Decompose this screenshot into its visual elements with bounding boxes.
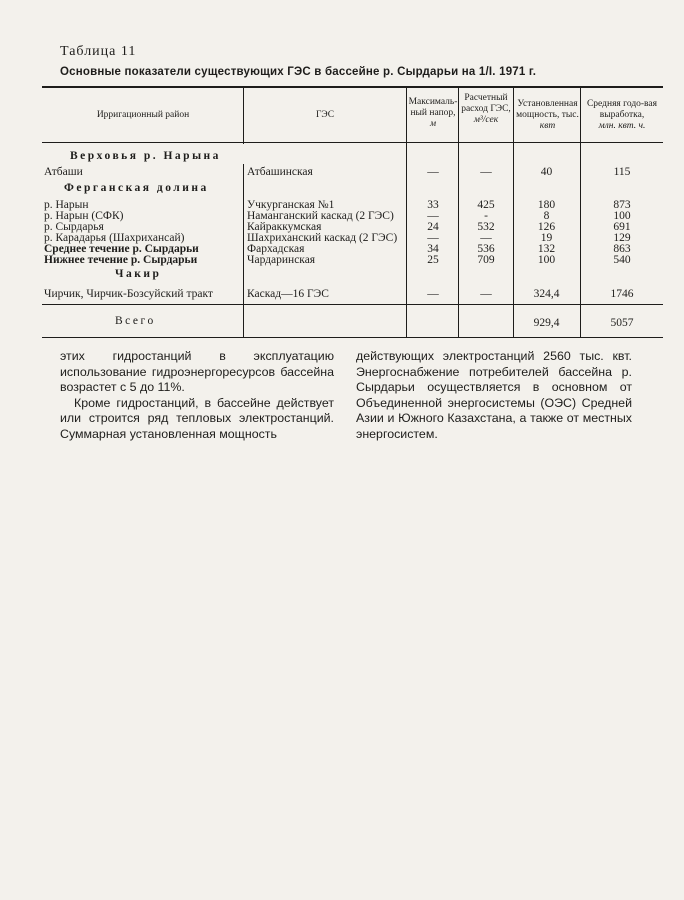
section-heading: Верховья р. Нарына bbox=[70, 150, 221, 162]
table-row-flow: 536 bbox=[477, 243, 495, 255]
table-row-flow: - bbox=[484, 210, 488, 222]
header-capacity-label: Установленная мощность, тыс. bbox=[516, 99, 579, 120]
table-row-region: Атбаши bbox=[44, 166, 83, 178]
table-row-flow: 532 bbox=[477, 221, 495, 233]
total-label: Всего bbox=[115, 315, 156, 327]
table-row-station: Фархадская bbox=[247, 243, 305, 255]
table-row-station: Учкурганская №1 bbox=[247, 199, 335, 211]
col-divider bbox=[580, 88, 581, 338]
table-row-capacity: 126 bbox=[537, 221, 556, 233]
col-divider bbox=[458, 88, 459, 338]
table-row-region: Среднее течение р. Сырдарьи bbox=[44, 243, 199, 255]
table-row-output: 115 bbox=[613, 166, 631, 178]
total-capacity: 929,4 bbox=[533, 317, 560, 329]
table-row-head: 33 bbox=[427, 199, 439, 211]
table-row-head: 34 bbox=[427, 243, 439, 255]
header-head bbox=[408, 97, 458, 130]
table-row-station: Кайраккумская bbox=[247, 221, 322, 233]
table-title: Основные показатели существующих ГЭС в бассейне р. Сырдарьи на 1/I. 1971 г. bbox=[60, 66, 537, 78]
table-row-region: р. Карадарья (Шахрихансай) bbox=[44, 232, 185, 244]
header-flow-label: Расчетный расход ГЭС, bbox=[461, 93, 511, 114]
header-capacity bbox=[515, 99, 580, 132]
paragraph: действующих электростанций 2560 тыс. квт. Энергоснабжение потребителей бассейна р. Сырдарьи осуществляется в основном от Объединенной энергосистемы (ОЭС) Средней Азии и Южного Казахстана, а также от местных энергосистем. bbox=[356, 349, 632, 441]
table-row-station: Чардаринская bbox=[247, 254, 316, 266]
text-column-left bbox=[60, 349, 334, 442]
table-top-rule bbox=[42, 86, 663, 88]
paragraph: этих гидростанций в эксплуатацию использование гидроэнергоресурсов бассейна возрастет с 5 до 11%. bbox=[60, 349, 334, 394]
header-output bbox=[582, 99, 662, 132]
table-bottom-rule bbox=[42, 337, 663, 338]
table-row-head: 25 bbox=[427, 254, 439, 266]
header-output-unit: млн. квт. ч. bbox=[598, 121, 646, 131]
table-row-flow: 425 bbox=[477, 199, 495, 211]
table-row-region: р. Нарын bbox=[44, 199, 89, 211]
total-top-rule bbox=[42, 304, 663, 305]
col-divider bbox=[513, 88, 514, 338]
header-output-label: Средняя годо-вая выработка, bbox=[586, 99, 658, 120]
table-number: Таблица 11 bbox=[60, 44, 137, 59]
text-column-right bbox=[356, 349, 632, 442]
table-row-output: 100 bbox=[613, 210, 631, 222]
table-row-output: 863 bbox=[613, 243, 631, 255]
table-row-capacity: 8 bbox=[543, 210, 550, 222]
table-row-region: р. Сырдарья bbox=[44, 221, 104, 233]
table-row-flow: — bbox=[480, 166, 492, 178]
header-capacity-unit: квт bbox=[539, 121, 556, 131]
col-divider bbox=[406, 88, 407, 338]
table-row-output: 691 bbox=[613, 221, 631, 233]
col-divider bbox=[243, 88, 244, 144]
table-row-output: 1746 bbox=[610, 288, 634, 300]
table-row-capacity: 100 bbox=[537, 254, 556, 266]
table-row-head: — bbox=[427, 166, 439, 178]
table-row-capacity: 324,4 bbox=[533, 288, 560, 300]
table-row-flow: — bbox=[480, 232, 492, 244]
table-row-head: — bbox=[427, 210, 439, 222]
table-row-region: р. Нарын (СФК) bbox=[44, 210, 124, 222]
table-row-region: Чирчик, Чирчик-Бозсуйский тракт bbox=[44, 288, 213, 300]
table-row-output: 873 bbox=[613, 199, 631, 211]
table-row-capacity: 180 bbox=[537, 199, 556, 211]
header-head-unit: м bbox=[429, 119, 437, 129]
table-row-station: Шахриханский каскад (2 ГЭС) bbox=[247, 232, 398, 244]
header-region: Ирригационный район bbox=[96, 110, 190, 120]
total-output: 5057 bbox=[610, 317, 634, 329]
table-row-region: Нижнее течение р. Сырдарьи bbox=[44, 254, 198, 266]
table-row-flow: 709 bbox=[477, 254, 495, 266]
section-heading: Чакир bbox=[115, 268, 162, 280]
table-row-head: — bbox=[427, 288, 439, 300]
header-flow bbox=[460, 93, 512, 126]
header-bottom-rule bbox=[42, 142, 663, 143]
table-row-head: — bbox=[427, 232, 439, 244]
table-row-capacity: 19 bbox=[540, 232, 553, 244]
table-row-head: 24 bbox=[427, 221, 439, 233]
table-row-capacity: 40 bbox=[540, 166, 553, 178]
table-row-station: Наманганский каскад (2 ГЭС) bbox=[247, 210, 394, 222]
table-row-station: Атбашинская bbox=[247, 166, 313, 178]
section-heading: Ферганская долина bbox=[64, 182, 209, 194]
table-row-flow: — bbox=[480, 288, 492, 300]
paragraph: Кроме гидростанций, в бассейне действует или строится ряд тепловых электростанций. Суммарная установленная мощность bbox=[60, 395, 334, 441]
table-row-capacity: 132 bbox=[537, 243, 556, 255]
header-station: ГЭС bbox=[315, 110, 335, 120]
table-row-station: Каскад—16 ГЭС bbox=[247, 288, 329, 300]
header-head-label: Максималь-ный напор, bbox=[408, 97, 458, 118]
col-divider bbox=[243, 164, 244, 338]
table-row-output: 129 bbox=[613, 232, 631, 244]
table-row-output: 540 bbox=[613, 254, 631, 266]
header-flow-unit: м³/сек bbox=[473, 115, 499, 125]
